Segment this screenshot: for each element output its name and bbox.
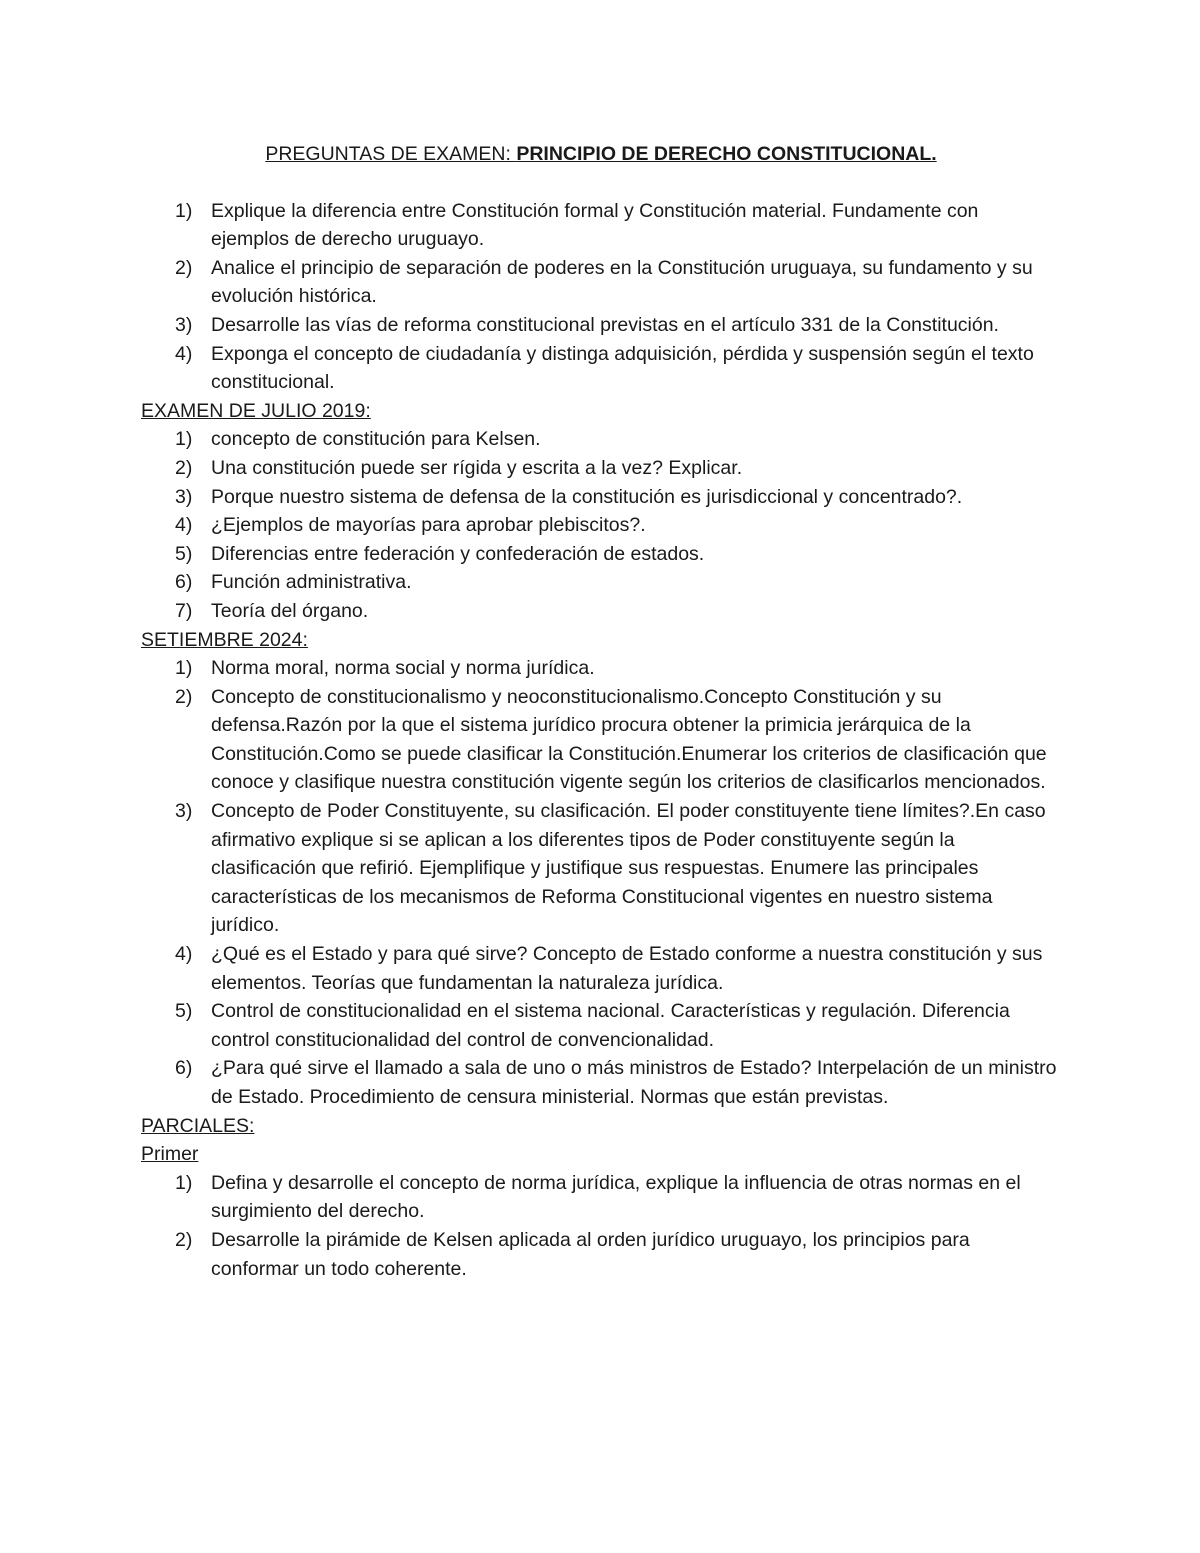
list-item [141, 1054, 1061, 1111]
section-heading-parciales: PARCIALES: [141, 1114, 255, 1137]
item-number: 1) [175, 428, 193, 451]
item-text: Analice el principio de separación de poderes en la Constitución uruguaya, su fundamento y su evolución histórica. [211, 256, 1033, 308]
item-text: Norma moral, norma social y norma jurídica. [211, 657, 595, 680]
item-text: Desarrolle las vías de reforma constitucional previstas en el artículo 331 de la Constitución. [211, 313, 999, 336]
section-heading-setiembre: SETIEMBRE 2024: [141, 628, 308, 651]
list-item [141, 425, 1061, 454]
item-number: 2) [175, 256, 193, 279]
item-text: concepto de constitución para Kelsen. [211, 428, 541, 451]
item-text: Control de constitucionalidad en el sistema nacional. Características y regulación. Diferencia control constitucionalidad del control de convencionalidad. [211, 1000, 1010, 1051]
list-item [141, 797, 1061, 940]
item-number: 4) [175, 342, 193, 365]
item-text: ¿Para qué sirve el llamado a sala de uno o más ministros de Estado? Interpelación de un ministro de Estado. Procedimiento de censura ministerial. Normas que están previstas. [211, 1057, 1057, 1108]
list-item [141, 568, 1061, 597]
item-text: Desarrolle la pirámide de Kelsen aplicada al orden jurídico uruguayo, los principios para conformar un todo coherente. [211, 1228, 970, 1280]
item-text: Explique la diferencia entre Constitución formal y Constitución material. Fundamente con ejemplos de derecho uruguayo. [211, 199, 979, 251]
item-number: 4) [175, 514, 193, 537]
list-item [141, 683, 1061, 797]
list-item [141, 654, 1061, 683]
intro-question-list [141, 197, 1061, 397]
list-item [141, 1169, 1061, 1226]
item-number: 4) [175, 943, 193, 966]
item-text: ¿Ejemplos de mayorías para aprobar plebiscitos?. [211, 514, 646, 537]
item-number: 2) [175, 1228, 193, 1251]
list-item [141, 511, 1061, 540]
item-number: 6) [175, 1057, 193, 1080]
item-text: ¿Qué es el Estado y para qué sirve? Concepto de Estado conforme a nuestra constitución y sus elementos. Teorías que fundamentan la naturaleza jurídica. [211, 943, 1043, 994]
item-number: 2) [175, 685, 193, 708]
list-item [141, 340, 1061, 397]
item-number: 2) [175, 456, 193, 479]
list-item [141, 311, 1061, 340]
setiembre-question-list [141, 654, 1061, 1112]
list-item [141, 940, 1061, 997]
item-text: Una constitución puede ser rígida y escrita a la vez? Explicar. [211, 456, 743, 479]
item-number: 7) [175, 599, 193, 622]
list-item [141, 540, 1061, 569]
list-item [141, 197, 1061, 254]
item-number: 3) [175, 313, 193, 336]
item-number: 3) [175, 485, 193, 508]
list-item [141, 1226, 1061, 1283]
item-text: Función administrativa. [211, 571, 412, 594]
item-number: 1) [175, 199, 193, 222]
item-number: 1) [175, 1171, 193, 1194]
julio-question-list [141, 425, 1061, 625]
document-page [141, 140, 1061, 1283]
item-number: 1) [175, 657, 193, 680]
item-text: Diferencias entre federación y confederación de estados. [211, 542, 705, 565]
item-text: Concepto de constitucionalismo y neoconstitucionalismo.Concepto Constitución y su defensa.Razón por la que el sistema jurídico procura obtener la primicia jerárquica de la Constitución.Como se puede clasificar la Constitución.Enumerar los criterios de clasificación que conoce y clasifique nuestra constitución vigente según los criterios de clasificarlos mencionados. [211, 685, 1047, 794]
item-number: 3) [175, 800, 193, 823]
item-number: 5) [175, 1000, 193, 1023]
item-text: Defina y desarrolle el concepto de norma jurídica, explique la influencia de otras normas en el surgimiento del derecho. [211, 1171, 1021, 1223]
item-text: Concepto de Poder Constituyente, su clasificación. El poder constituyente tiene límites?.En caso afirmativo explique si se aplican a los diferentes tipos de Poder constituyente según la clasificación que refirió. Ejemplifique y justifique sus respuestas. Enumere las principales características de los mecanismos de Reforma Constitucional vigentes en nuestro sistema jurídico. [211, 800, 1046, 937]
title-lead: PREGUNTAS DE EXAMEN: [265, 143, 517, 165]
list-item [141, 597, 1061, 626]
item-number: 6) [175, 571, 193, 594]
title-main: PRINCIPIO DE DERECHO CONSTITUCIONAL. [516, 143, 937, 165]
list-item [141, 997, 1061, 1054]
parciales-question-list [141, 1169, 1061, 1283]
item-text: Exponga el concepto de ciudadanía y distinga adquisición, pérdida y suspensión según el texto constitucional. [211, 342, 1034, 394]
item-text: Porque nuestro sistema de defensa de la constitución es jurisdiccional y concentrado?. [211, 485, 963, 508]
list-item [141, 454, 1061, 483]
page-title [141, 140, 1061, 169]
list-item [141, 483, 1061, 512]
item-number: 5) [175, 542, 193, 565]
list-item [141, 254, 1061, 311]
item-text: Teoría del órgano. [211, 599, 369, 622]
subheading-primer: Primer [141, 1143, 199, 1166]
section-heading-julio: EXAMEN DE JULIO 2019: [141, 399, 371, 422]
